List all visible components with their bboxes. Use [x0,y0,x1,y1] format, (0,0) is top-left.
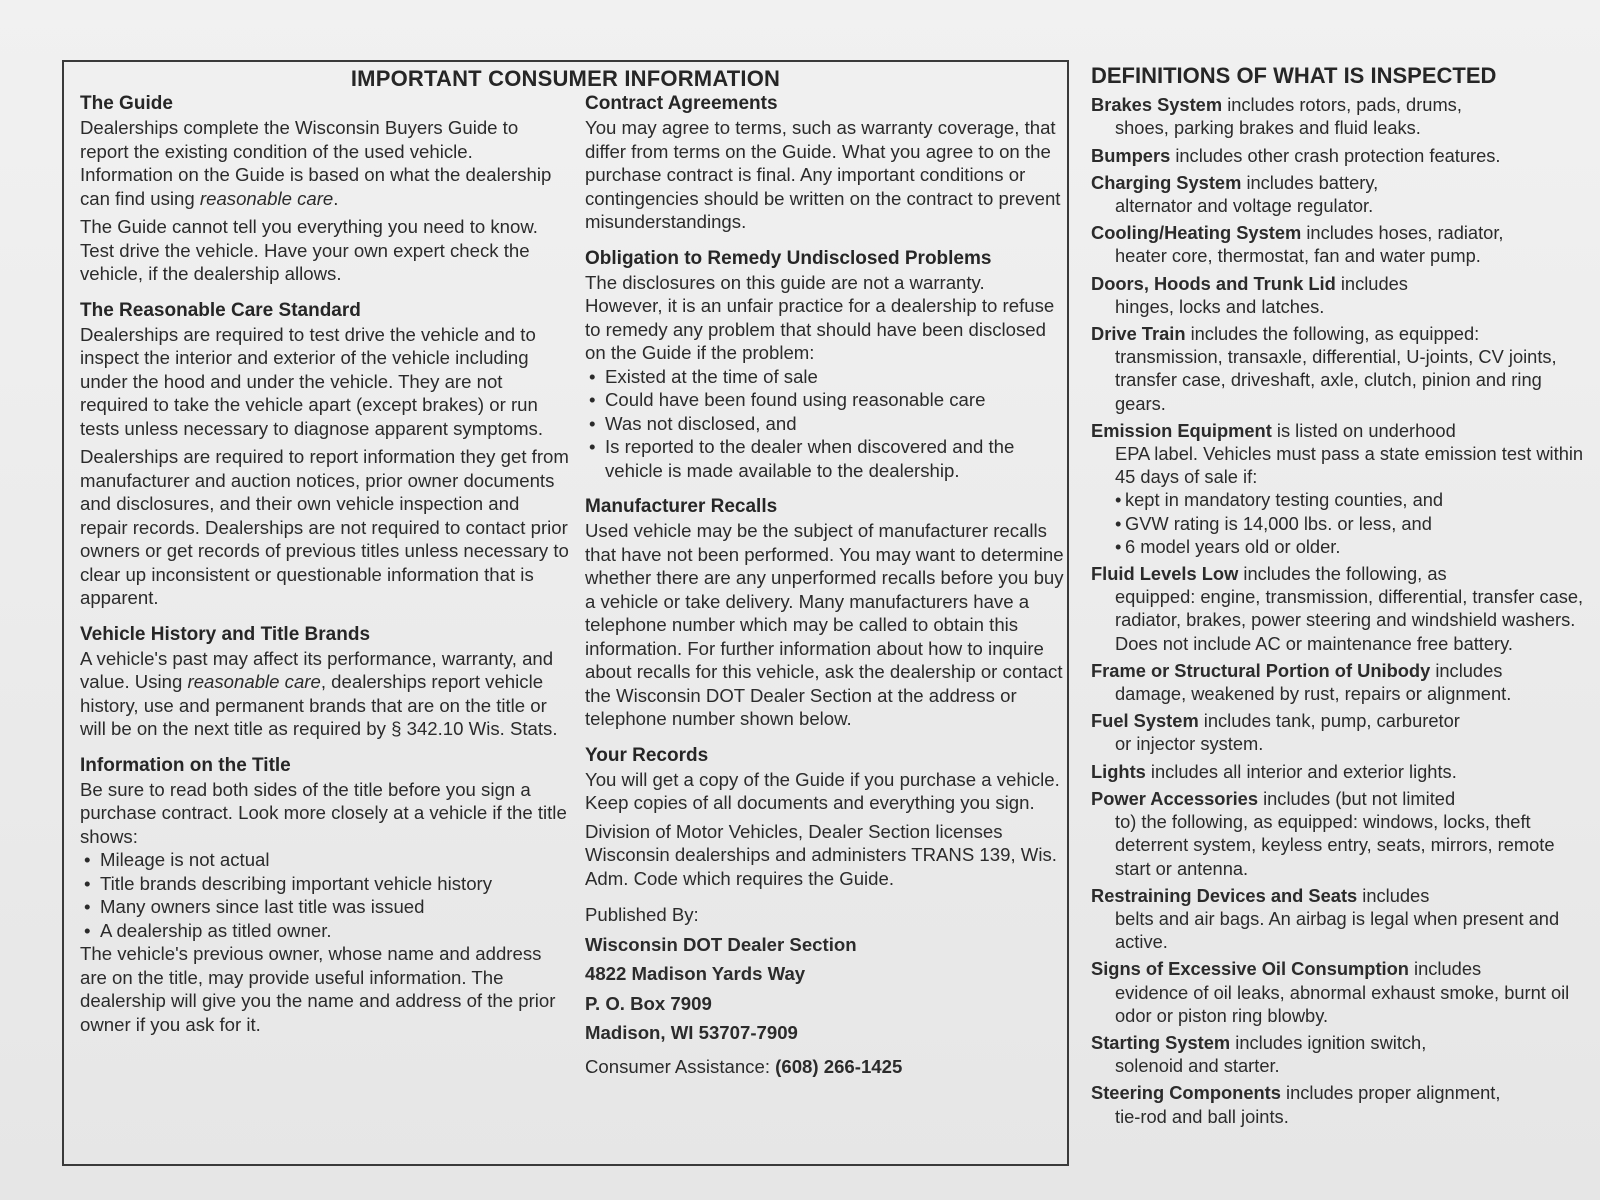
definition-text: includes hoses, radiator, [1301,222,1504,244]
bullet-list [585,365,1065,483]
definition-item [1091,322,1591,415]
text-span: Dealerships complete the Wisconsin Buyers Guide to report the existing condition of the used vehicle. Information on the Guide is based on what the dealership can find using [80,117,552,209]
definition-item [1091,1031,1591,1077]
section-vehicle-history [80,623,570,741]
definition-text: includes [1408,958,1482,980]
section-text: Dealerships are required to test drive the vehicle and to inspect the interior and exterior of the vehicle including under the hood and under the vehicle. They are not required to take the vehicle apart (except brakes) or run tests unless necessary to diagnose apparent symptoms. [80,323,544,439]
address-line: Madison, WI 53707-7909 [585,1022,798,1043]
section-text: You may agree to terms, such as warranty coverage, that differ from terms on the Guide. What you agree to on the purchase contract is final. Any important conditions or contingencies should be written on the contract to prevent misunderstandings. [585,117,1061,232]
text-span: A vehicle's past may affect its performance, warranty, and value. Using [80,647,554,692]
definition-continuation: shoes, parking brakes and fluid leaks. [1115,117,1421,139]
definition-item [1091,659,1591,705]
definition-text: includes ignition switch, [1230,1031,1427,1053]
section-text: The Guide cannot tell you everything you need to know. Test drive the vehicle. Have your own expert check the vehicle, if the dealership allows. [80,216,538,284]
list-item: • GVW rating is 14,000 lbs. or less, and [1091,512,1591,535]
bullet-list [1091,488,1591,558]
section-heading: Obligation to Remedy Undisclosed Problems [585,247,992,269]
section-text: Be sure to read both sides of the title before you sign a purchase contract. Look more closely at a vehicle if the title shows: [80,778,567,847]
section-text [80,647,570,741]
definition-item [1091,221,1591,267]
definition-text: includes all interior and exterior lights. [1145,760,1457,782]
list-item: • Title brands describing important vehicle history [80,872,570,896]
list-item: • Could have been found using reasonable care [585,388,1065,412]
definition-continuation: heater core, thermostat, fan and water pump. [1115,245,1481,267]
definition-continuation: solenoid and starter. [1115,1055,1280,1077]
section-heading: The Reasonable Care Standard [80,299,361,321]
definition-term: Signs of Excessive Oil Consumption [1091,958,1409,980]
definition-continuation: tie-rod and ball joints. [1115,1105,1289,1127]
definition-text: includes battery, [1241,171,1379,193]
section-text: The disclosures on this guide are not a warranty. However, it is an unfair practice for a dealership to refuse to remedy any problem that should have been disclosed on the Guide if the problem: [585,271,1055,363]
consumer-assistance [585,1055,1065,1079]
section-heading: Vehicle History and Title Brands [80,623,371,645]
definition-item [1091,957,1591,1027]
section-text: The vehicle's previous owner, whose name and address are on the title, may provide useful information. The dealership will give you the name and address of the prior owner if you ask for it. [80,943,556,1035]
definition-term: Doors, Hoods and Trunk Lid [1091,272,1336,294]
definition-item [1091,1081,1591,1127]
definition-item [1091,419,1591,558]
published-by: Published By: [585,904,699,925]
section-records [585,744,1065,891]
definition-continuation: alternator and voltage regulator. [1115,195,1374,217]
definitions-list [1091,93,1591,1128]
definitions-column [1091,64,1591,1132]
definition-continuation: or injector system. [1115,733,1264,755]
definition-item [1091,760,1591,783]
section-text: Used vehicle may be the subject of manufacturer recalls that have not been performed. You may want to determine whether there are any unperformed recalls before you buy a vehicle or take delivery. Many manufacturers have a telephone number which may be called to obtain this information. For further information about how to inquire about recalls for this vehicle, ask the dealership or contact the Wisconsin DOT Dealer Section at the address or telephone number shown below. [585,520,1064,729]
definition-text: includes (but not limited [1258,787,1456,809]
definition-term: Cooling/Heating System [1091,222,1302,244]
section-heading: Information on the Title [80,754,291,776]
column-middle [585,92,1065,1078]
definition-text: includes proper alignment, [1280,1082,1501,1104]
definition-continuation: evidence of oil leaks, abnormal exhaust smoke, burnt oil odor or piston ring blowby. [1115,981,1570,1026]
definition-item [1091,562,1591,655]
section-obligation [585,247,1065,483]
definition-term: Power Accessories [1091,787,1258,809]
address-line: 4822 Madison Yards Way [585,963,806,984]
definition-term: Restraining Devices and Seats [1091,884,1358,906]
list-item: • Mileage is not actual [80,848,570,872]
list-item: • Existed at the time of sale [585,365,1065,389]
definition-term: Brakes System [1091,94,1223,116]
section-contract [585,92,1065,234]
section-heading: Your Records [585,744,709,766]
definition-text: is listed on underhood [1271,419,1456,441]
assistance-label: Consumer Assistance: [585,1055,776,1077]
box-title: IMPORTANT CONSUMER INFORMATION [350,66,781,91]
list-item: • Many owners since last title was issued [80,895,570,919]
assistance-number: (608) 266-1425 [775,1055,903,1077]
definition-continuation: equipped: engine, transmission, differential, transfer case, radiator, brakes, power steering and windshield washers. Does not include AC or maintenance free battery. [1115,586,1584,654]
definition-text: includes [1430,659,1503,681]
section-heading: Manufacturer Recalls [585,496,778,517]
bullet-list [80,848,570,942]
address-line: Wisconsin DOT Dealer Section [585,933,857,955]
definition-text: includes other crash protection features. [1170,144,1501,166]
definition-text: includes tank, pump, carburetor [1198,710,1460,732]
section-text: Dealerships are required to report information they get from manufacturer and auction notices, prior owner documents and disclosures, and their own vehicle inspection and repair records. Dealerships are not required to contact prior owners or get records of previous titles unless necessary to clear up inconsistent or questionable information that is apparent. [80,446,569,608]
text-span: , dealerships report vehicle history, use and permanent brands that are on the title or will be on the next title as required by § 342.10 Wis. Stats. [80,671,558,739]
definition-item [1091,709,1591,755]
definition-continuation: hinges, locks and latches. [1115,295,1325,317]
definition-term: Fuel System [1091,710,1199,732]
section-text: You will get a copy of the Guide if you purchase a vehicle. Keep copies of all documents and everything you sign. [585,768,1060,813]
section-guide [80,92,570,286]
list-item: • Is reported to the dealer when discovered and the vehicle is made available to the dealership. [585,435,1065,482]
definition-item [1091,787,1591,880]
definition-continuation: damage, weakened by rust, repairs or alignment. [1115,683,1512,705]
section-title-info [80,754,570,1037]
definition-continuation: transmission, transaxle, differential, U-joints, CV joints, transfer case, driveshaft, axle, clutch, pinion and ring gears. [1115,346,1557,414]
definition-item [1091,884,1591,954]
section-heading: Contract Agreements [585,93,778,114]
definition-term: Starting System [1091,1031,1231,1053]
definition-text: includes [1335,272,1408,294]
definition-continuation: EPA label. Vehicles must pass a state emission test within 45 days of sale if: [1115,443,1584,488]
definition-term: Emission Equipment [1091,419,1272,441]
section-text [80,116,570,210]
section-text: Division of Motor Vehicles, Dealer Section licenses Wisconsin dealerships and administers TRANS 139, Wis. Adm. Code which requires the Guide. [585,820,1057,889]
text-span: . [333,187,339,209]
italic-text: reasonable care [187,671,321,692]
definition-item [1091,144,1591,167]
definition-text: includes [1357,884,1430,906]
italic-text: reasonable care [199,187,334,209]
definition-text: includes the following, as [1238,563,1447,585]
definition-term: Bumpers [1091,144,1171,166]
section-reasonable-care [80,299,570,610]
definition-term: Steering Components [1091,1082,1281,1104]
definition-term: Fluid Levels Low [1091,563,1239,585]
definition-item [1091,171,1591,217]
section-heading: The Guide [80,93,173,114]
definition-continuation: belts and air bags. An airbag is legal when present and active. [1115,907,1560,953]
definition-item [1091,93,1591,139]
definition-term: Drive Train [1091,323,1186,345]
definition-item [1091,272,1591,318]
definition-term: Lights [1091,760,1146,782]
definition-term: Frame or Structural Portion of Unibody [1091,659,1431,681]
definition-term: Charging System [1091,171,1242,193]
column-left [80,92,570,1049]
section-recalls [585,495,1065,731]
definition-continuation: to) the following, as equipped: windows, locks, theft deterrent system, keyless entry, seats, mirrors, remote start or antenna. [1115,811,1555,879]
list-item: • A dealership as titled owner. [80,919,570,943]
definition-text: includes the following, as equipped: [1185,323,1480,345]
definitions-title: DEFINITIONS OF WHAT IS INSPECTED [1091,63,1497,88]
list-item: • Was not disclosed, and [585,412,1065,436]
list-item: • kept in mandatory testing counties, and [1091,488,1591,511]
list-item: • 6 model years old or older. [1091,535,1591,558]
address-line: P. O. Box 7909 [585,992,712,1014]
definition-text: includes rotors, pads, drums, [1222,94,1462,116]
